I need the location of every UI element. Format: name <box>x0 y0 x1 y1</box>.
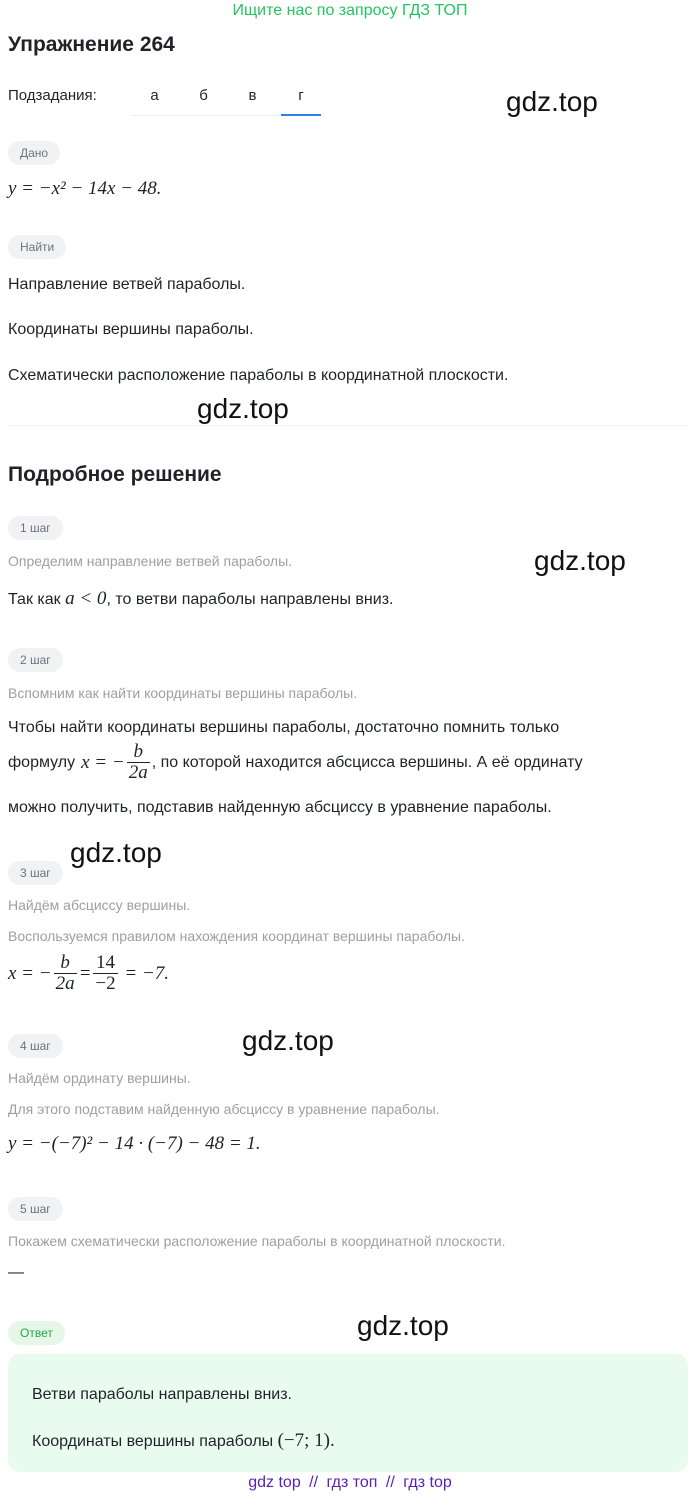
search-banner: Ищите нас по запросу ГДЗ ТОП <box>232 2 468 19</box>
step-badge: 5 шаг <box>8 1197 63 1221</box>
step-text <box>8 588 393 610</box>
subtasks-label: Подзадания: <box>8 87 97 104</box>
watermark: gdz.top <box>197 393 289 424</box>
watermark: gdz.top <box>242 1025 334 1056</box>
step-text-after: , то ветви параболы направлены вниз. <box>106 591 394 608</box>
footer-separator: // <box>309 1474 319 1491</box>
answer-line: Ветви параболы направлены вниз. <box>32 1386 292 1403</box>
step-text: можно получить, подставив найденную абсциссу в уравнение параболы. <box>8 799 552 816</box>
tab-g[interactable]: г <box>281 80 321 116</box>
step-text-before: формулу <box>8 753 76 771</box>
abscissa-formula: x = − $\frac{b}{2a}$ = $\frac{14}{-2}$ = −7. <box>8 952 170 994</box>
tab-v[interactable]: в <box>248 87 257 104</box>
footer-link[interactable]: гдз топ <box>326 1474 378 1491</box>
step-text-before: Так как <box>8 591 61 608</box>
step-hint: Определим направление ветвей параболы. <box>8 553 293 569</box>
step-hint: Вспомним как найти координаты вершины параболы. <box>8 685 358 701</box>
footer-links <box>0 1474 700 1492</box>
step-badge: 1 шаг <box>8 516 63 540</box>
step-math: a < 0 <box>65 588 107 609</box>
abscissa-result: = −7. <box>124 962 170 984</box>
find-item: Координаты вершины параболы. <box>8 321 254 338</box>
step-text: Чтобы найти координаты вершины параболы, достаточно помнить только <box>8 719 560 736</box>
given-badge: Дано <box>8 141 60 165</box>
step-badge: 2 шаг <box>8 648 63 672</box>
page-title: Упражнение 264 <box>8 33 175 56</box>
footer-separator: // <box>385 1474 395 1491</box>
answer-line <box>32 1430 335 1452</box>
step-hint: Для этого подставим найденную абсциссу в уравнение параболы. <box>8 1101 440 1117</box>
step-content: — <box>8 1264 24 1281</box>
answer-text: Координаты вершины параболы <box>32 1433 274 1450</box>
answer-math: (−7; 1). <box>277 1430 335 1451</box>
step-hint: Воспользуемся правилом нахождения координат вершины параболы. <box>8 928 465 944</box>
watermark: gdz.top <box>534 545 626 576</box>
ordinate-formula: y = −(−7)² − 14 · (−7) − 48 = 1. <box>8 1133 261 1154</box>
watermark: gdz.top <box>506 86 598 117</box>
step-badge: 3 шаг <box>8 861 63 885</box>
step-hint: Найдём абсциссу вершины. <box>8 897 191 913</box>
divider <box>8 425 688 426</box>
given-formula: y = −x² − 14x − 48. <box>8 178 162 199</box>
footer-link[interactable]: гдз top <box>403 1474 452 1491</box>
step-badge: 4 шаг <box>8 1034 63 1058</box>
step-text-after: , по которой находится абсцисса вершины. А её ординату <box>151 753 583 771</box>
find-badge: Найти <box>8 235 66 259</box>
tab-b[interactable]: б <box>199 87 208 104</box>
tab-a[interactable]: а <box>150 87 159 104</box>
watermark: gdz.top <box>70 837 162 868</box>
step-hint: Покажем схематически расположение параболы в координатной плоскости. <box>8 1233 506 1249</box>
find-item: Направление ветвей параболы. <box>8 276 246 293</box>
step-text <box>8 742 583 783</box>
subtask-tabs <box>130 80 321 116</box>
vertex-formula: x = − $\frac{b}{2a}$ <box>81 741 148 783</box>
watermark: gdz.top <box>357 1310 449 1341</box>
footer-link[interactable]: gdz top <box>248 1474 301 1491</box>
answer-badge: Ответ <box>8 1321 65 1345</box>
answer-box <box>8 1354 688 1472</box>
step-hint: Найдём ординату вершины. <box>8 1070 191 1086</box>
find-item: Схематически расположение параболы в координатной плоскости. <box>8 367 509 384</box>
solution-title: Подробное решение <box>8 463 222 486</box>
